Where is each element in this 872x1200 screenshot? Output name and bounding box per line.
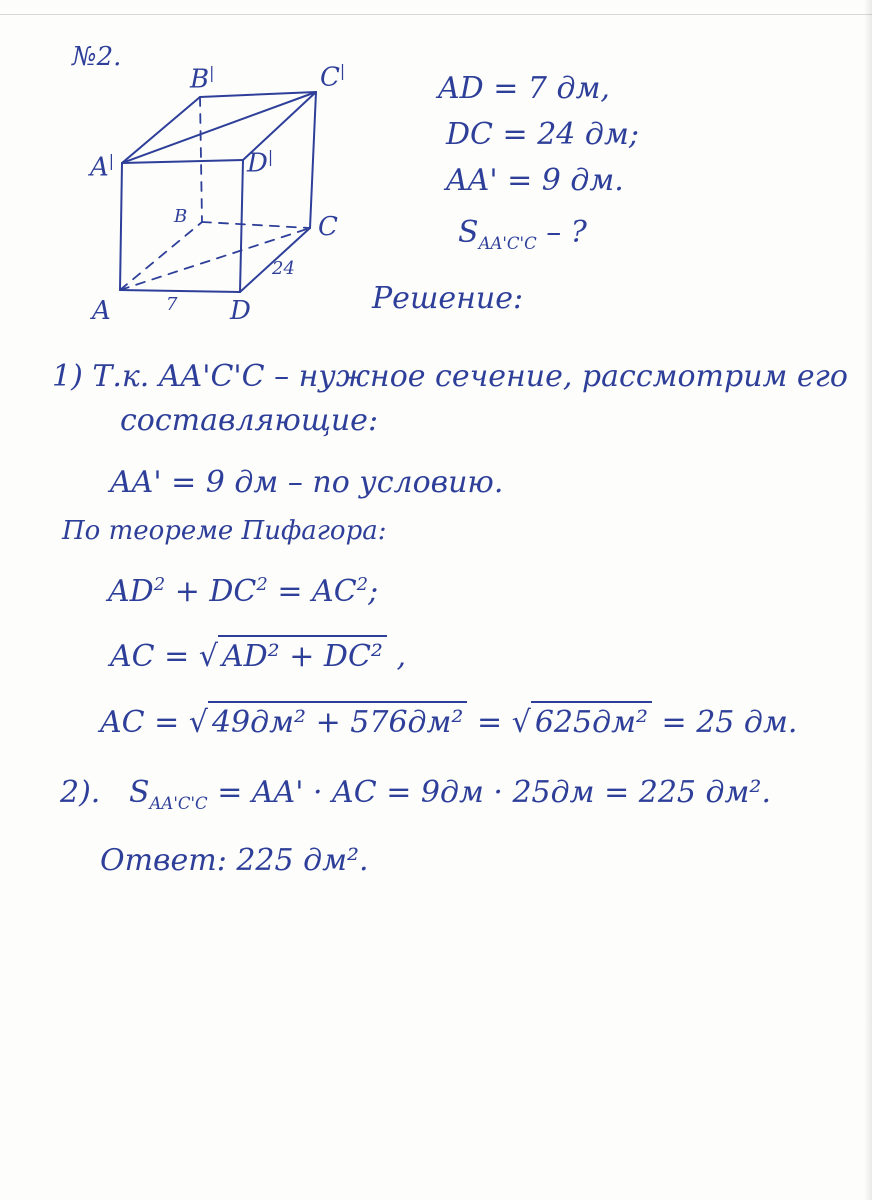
hidden-edge-b-b1	[200, 97, 202, 222]
step1-line1: 1) Т.к. AA'C'C – нужное сечение, рассмотрим его	[52, 359, 848, 394]
label-c-prime: C|	[320, 62, 346, 93]
step2-area: 2). $S_{AA'C'C} = AA'$ · AC = 9дм · 25дм = 225 дм².	[60, 775, 771, 813]
label-d: D	[230, 296, 251, 326]
label-b-prime: B|	[190, 64, 215, 95]
equation-pythagoras: $AD^2 + DC^2 = AC^2$;	[108, 574, 379, 609]
pythagoras-heading: По теореме Пифагора:	[62, 516, 387, 546]
given-ad: AD = 7 дм,	[438, 71, 610, 106]
label-b: B	[174, 206, 188, 227]
label-edge-7: 7	[166, 294, 178, 315]
step1-line2: составляющие:	[120, 403, 379, 438]
given-aa1: AA' = 9 дм.	[446, 163, 624, 198]
edge-a1-d1	[122, 160, 243, 163]
given-find-area: $S_{AA'C'C}$ – ?	[458, 215, 587, 253]
hidden-edge-a-b	[120, 222, 202, 290]
step1-line3: AA' = 9 дм – по условию.	[110, 465, 504, 500]
label-c: C	[318, 212, 338, 242]
label-d-prime: D|	[247, 148, 274, 179]
solution-heading: Решение:	[372, 281, 524, 316]
label-a: A	[92, 296, 111, 326]
edge-c-c1	[310, 92, 316, 228]
label-edge-24: 24	[272, 258, 295, 279]
problem-number: №2.	[72, 42, 122, 72]
diagonal-a1-c1	[122, 92, 316, 163]
edge-d-d1	[240, 160, 243, 292]
hidden-edge-b-c	[202, 222, 310, 228]
equation-ac-formula: AC = √ AD² + DC² ,	[110, 642, 406, 672]
label-a-prime: A|	[90, 152, 115, 183]
edge-a1-b1	[122, 97, 200, 163]
edge-a-a1	[120, 163, 122, 290]
answer: Ответ: 225 дм².	[100, 843, 369, 878]
edge-b1-c1	[200, 92, 316, 97]
given-dc: DC = 24 дм;	[446, 117, 639, 152]
equation-ac-numeric: AC = √ 49дм² + 576дм² = √ 625дм² = 25 дм.	[100, 708, 797, 738]
edge-a-d	[120, 290, 240, 292]
